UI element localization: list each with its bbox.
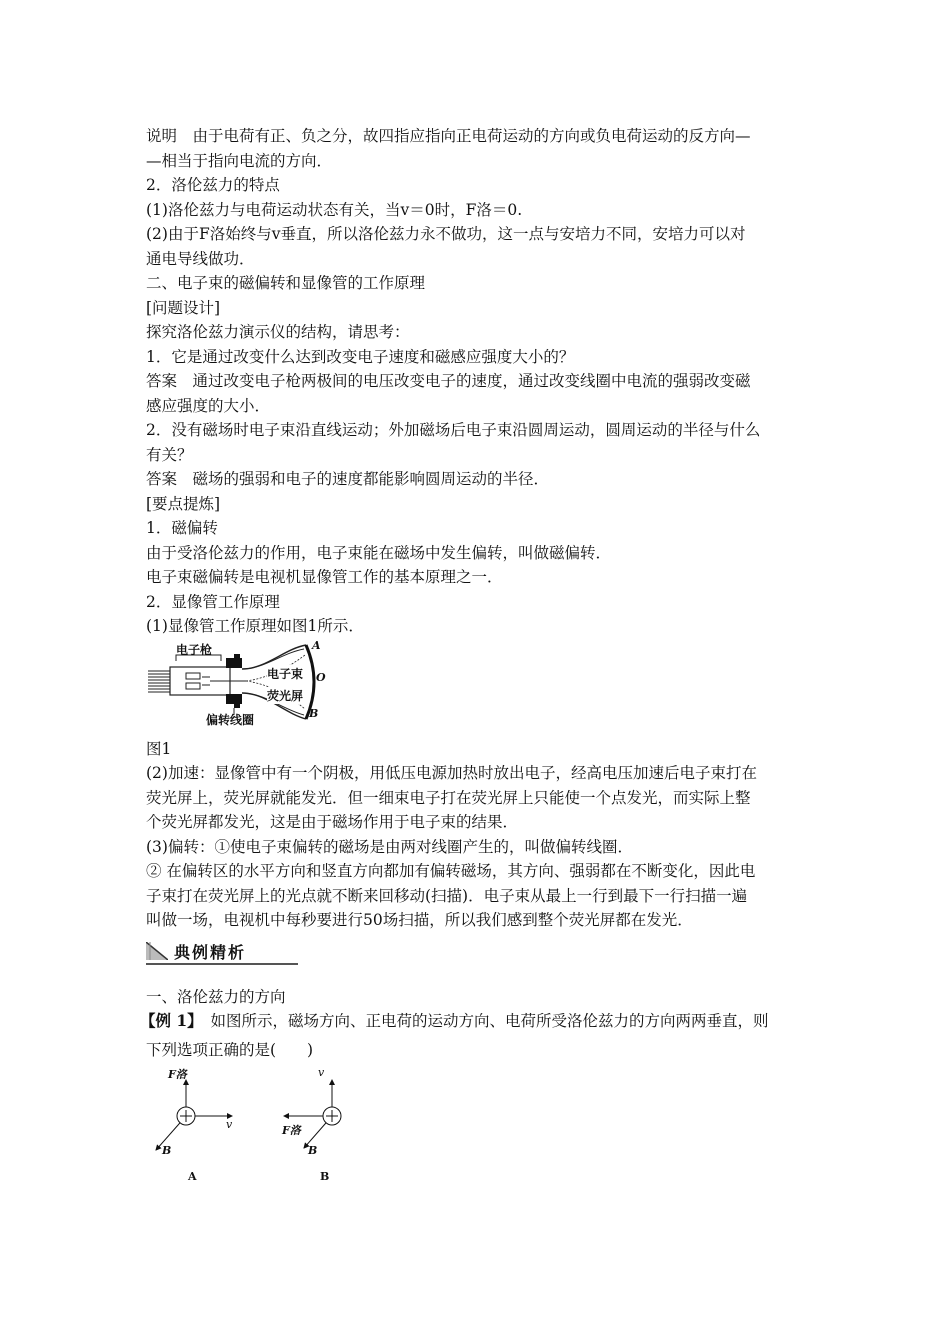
paragraph-line: 说明 由于电荷有正、负之分，故四指应指向正电荷运动的方向或负电荷运动的反方向—	[146, 127, 751, 145]
paragraph-line: —相当于指向电流的方向．	[146, 151, 333, 170]
paragraph-line: 通电导线做功．	[146, 249, 255, 268]
label-deflection-coil: 偏转线圈	[206, 712, 255, 727]
example-line-2: 下列选项正确的是( )	[146, 1040, 314, 1059]
section-title: 典例精析	[174, 942, 247, 962]
label-point-a: A	[312, 638, 321, 652]
paragraph-line: (2)加速：显像管中有一个阴极，用低压电源加热时放出电子，经高电压加速后电子束打在	[146, 764, 757, 782]
paragraph-line: 荧光屏上，荧光屏就能发光．但一细束电子打在荧光屏上只能使一个点发光，而实际上整	[146, 788, 751, 807]
options-figures	[146, 1066, 810, 1196]
paragraph-line: (1)显像管工作原理如图1所示．	[146, 617, 364, 635]
option-b-vector-svg	[278, 1066, 388, 1176]
option-b-figure	[278, 1066, 388, 1196]
option-a-figure	[146, 1066, 256, 1196]
label-point-o: O	[316, 670, 326, 684]
section-triangle-icon	[146, 942, 168, 960]
paragraph-line: (3)偏转：①使电子束偏转的磁场是由两对线圈产生的，叫做偏转线圈．	[146, 837, 633, 856]
option-a-field-label: B	[162, 1144, 172, 1157]
option-a-vector-svg	[146, 1066, 256, 1176]
paragraph-line: 电子束磁偏转是电视机显像管工作的基本原理之一．	[146, 568, 503, 586]
section-rule	[146, 963, 298, 965]
label-electron-beam: 电子束	[267, 666, 304, 681]
option-b-field-label: B	[308, 1144, 318, 1157]
option-a-force-label: F洛	[168, 1068, 187, 1081]
paragraph-line: 1．磁偏转	[146, 519, 218, 537]
paragraph-line: (2)由于F洛始终与v垂直，所以洛伦兹力永不做功，这一点与安培力不同，安培力可以对	[146, 225, 746, 243]
figure-caption: 图1	[146, 739, 172, 758]
label-screen: 荧光屏	[267, 688, 304, 703]
paragraph-line: 2．显像管工作原理	[146, 592, 280, 611]
paragraph-line: 答案 磁场的强弱和电子的速度都能影响圆周运动的半径．	[146, 470, 550, 488]
subheading: 一、洛伦兹力的方向	[146, 987, 286, 1006]
paragraph-line: 2．没有磁场时电子束沿直线运动；外加磁场后电子束沿圆周运动，圆周运动的半径与什么	[146, 421, 761, 439]
paragraph-line: 1．它是通过改变什么达到改变电子速度和磁感应强度大小的？	[146, 347, 575, 366]
section-header	[146, 937, 298, 967]
option-a-caption: A	[188, 1170, 197, 1183]
paragraph-line: 2．洛伦兹力的特点	[146, 176, 280, 194]
paragraph-line: 叫做一场，电视机中每秒要进行50场扫描，所以我们感到整个荧光屏都在发光．	[146, 911, 693, 929]
option-b-caption: B	[320, 1170, 330, 1183]
paragraph-line: ② 在偏转区的水平方向和竖直方向都加有偏转磁场，其方向、强弱都在不断变化，因此电	[146, 862, 756, 880]
text-block-top	[146, 124, 810, 639]
paragraph-line: 由于受洛伦兹力的作用，电子束能在磁场中发生偏转，叫做磁偏转．	[146, 543, 612, 562]
label-point-b: B	[309, 706, 319, 720]
paragraph-line: 答案 通过改变电子枪两极间的电压改变电子的速度，通过改变线圈中电流的强弱改变磁	[146, 372, 751, 390]
document-page	[140, 124, 810, 1196]
text-block-mid	[146, 761, 810, 933]
example-text: 如图所示，磁场方向、正电荷的运动方向、电荷所受洛伦兹力的方向两两垂直，则	[194, 1012, 769, 1030]
crt-diagram	[146, 639, 810, 731]
paragraph-line: (1)洛伦兹力与电荷运动状态有关，当v＝0时，F洛＝0.	[146, 200, 523, 219]
paragraph-line: 探究洛伦兹力演示仪的结构，请思考：	[146, 323, 410, 341]
paragraph-line: 感应强度的大小．	[146, 396, 271, 415]
label-electron-gun: 电子枪	[176, 642, 213, 657]
example-label: 【例 1】	[140, 1011, 195, 1030]
heading-section-2: 二、电子束的磁偏转和显像管的工作原理	[146, 274, 426, 292]
example-line-1	[140, 1009, 810, 1034]
paragraph-line: [问题设计]	[146, 298, 221, 317]
option-a-velocity-label: v	[226, 1118, 233, 1131]
paragraph-line: [要点提炼]	[146, 494, 221, 513]
paragraph-line: 个荧光屏都发光，这是由于磁场作用于电子束的结果．	[146, 813, 519, 831]
paragraph-line: 有关？	[146, 445, 193, 464]
option-b-velocity-label: v	[318, 1066, 325, 1079]
option-b-force-label: F洛	[282, 1124, 301, 1137]
paragraph-line: 子束打在荧光屏上的光点就不断来回移动(扫描)．电子束从最上一行到最下一行扫描一遍	[146, 886, 748, 905]
